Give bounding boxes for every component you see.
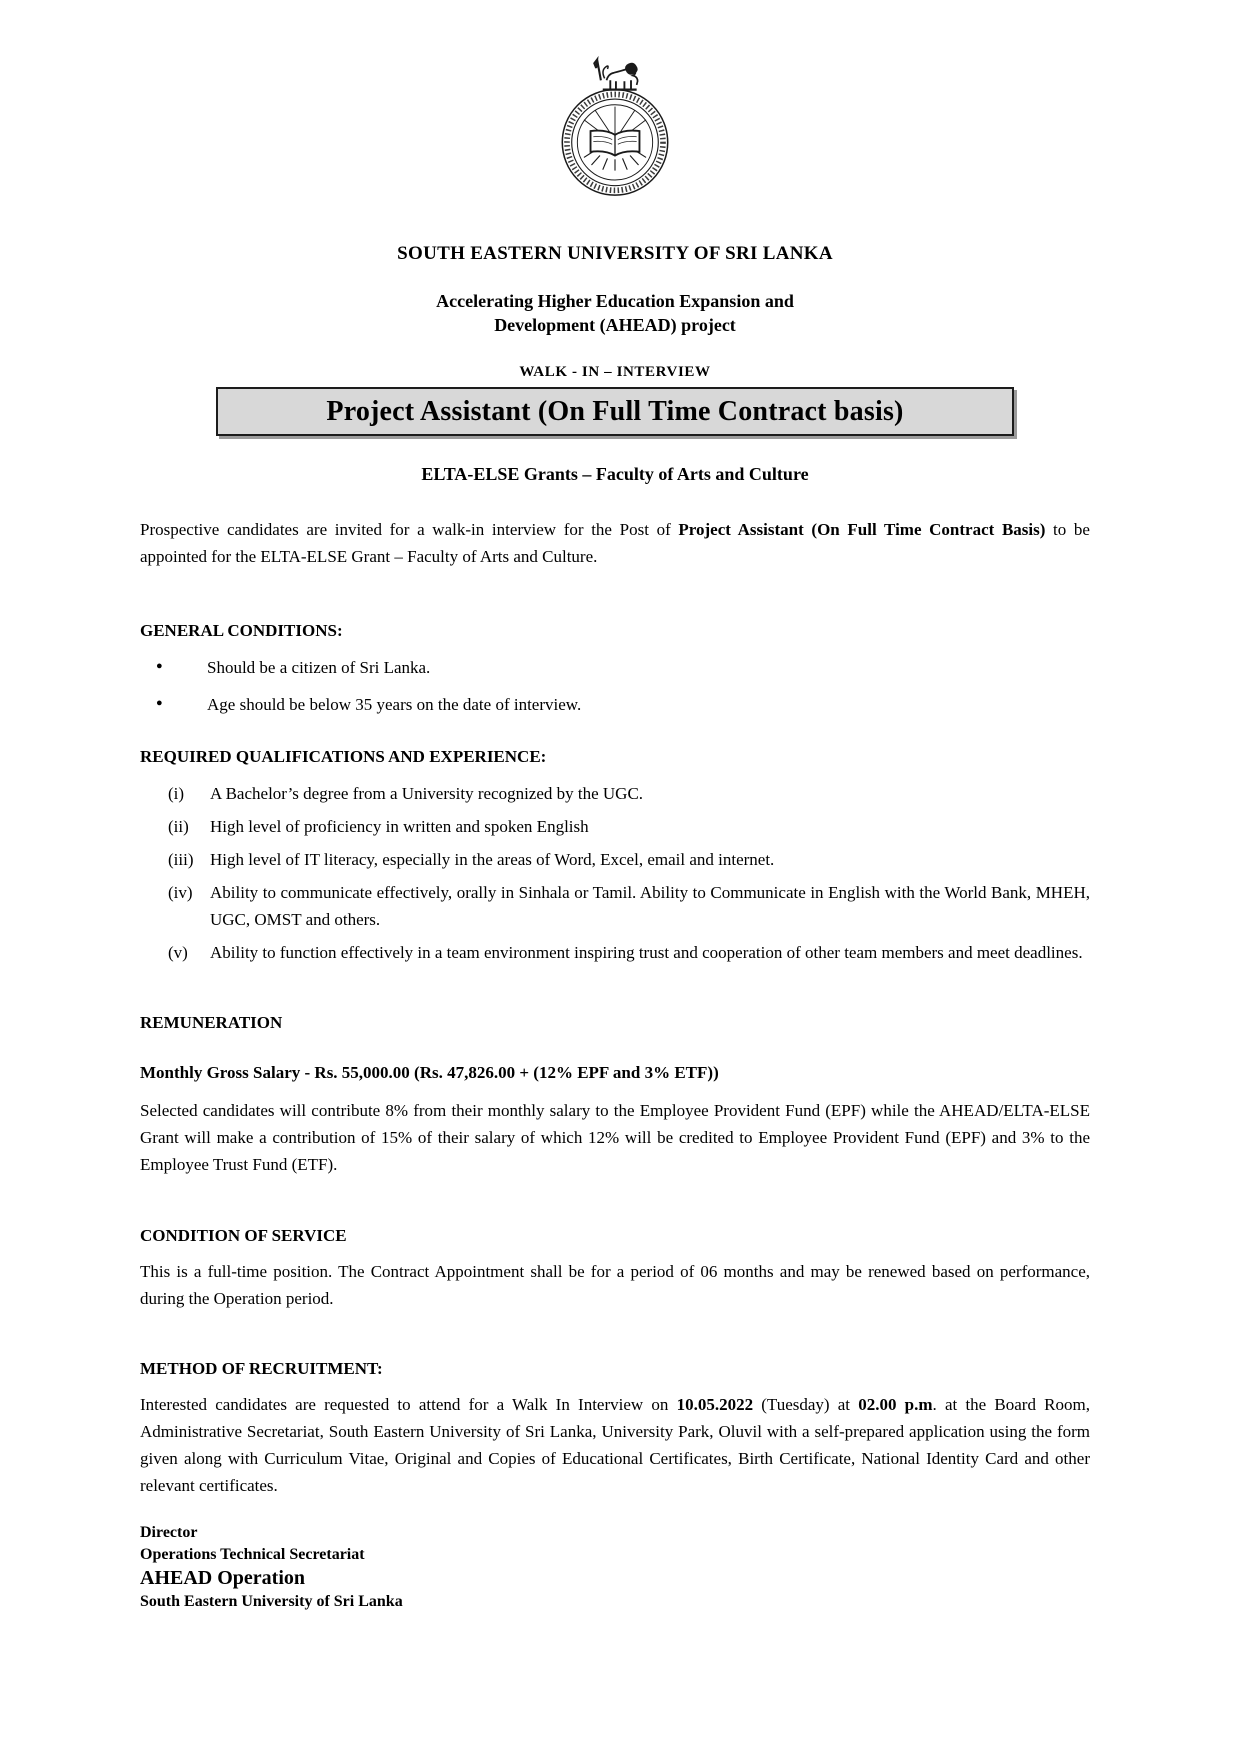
list-item-text: High level of IT literacy, especially in the areas of Word, Excel, email and internet. <box>210 850 775 869</box>
list-item <box>140 654 1090 681</box>
list-item-text: Should be a citizen of Sri Lanka. <box>207 658 431 677</box>
recruitment-text-pre: Interested candidates are requested to attend for a Walk In Interview on <box>140 1395 677 1414</box>
intro-text-pre: Prospective candidates are invited for a walk-in interview for the Post of <box>140 520 679 539</box>
logo-container <box>140 52 1090 202</box>
list-item-number: (i) <box>168 784 185 803</box>
post-title: Project Assistant (On Full Time Contract basis) <box>326 395 904 427</box>
condition-of-service-paragraph: This is a full-time position. The Contract Appointment shall be for a period of 06 months and may be renewed based on performance, during the Operation period. <box>140 1262 1090 1308</box>
signature-block <box>140 1522 1090 1613</box>
remuneration-heading: REMUNERATION <box>140 1013 283 1032</box>
interview-date: 10.05.2022 <box>676 1395 754 1414</box>
open-book-glyph <box>591 131 640 156</box>
recruitment-text-post: . at the Board Room, Administrative Secretariat, South Eastern University of Sri Lanka, University Park, Oluvil with a self-prepared application using the form given along with Curriculum Vitae, Original and Copies of Educational Certificates, Birth Certificate, National Identity Card and other relevant certificates. <box>140 1395 1090 1495</box>
qualifications-list <box>140 780 1090 966</box>
bullet-icon: ● <box>156 660 163 672</box>
walk-in-interview-label: WALK - IN – INTERVIEW <box>519 364 711 380</box>
list-item-text: A Bachelor’s degree from a University recognized by the UGC. <box>210 784 644 803</box>
intro-text-bold: Project Assistant (On Full Time Contract Basis) <box>678 520 1046 539</box>
intro-text-post: to be appointed for the ELTA-ELSE Grant – Faculty of Arts and Culture. <box>140 520 1090 566</box>
list-item-number: (ii) <box>168 817 189 836</box>
recruitment-text-mid: (Tuesday) at <box>753 1395 859 1414</box>
list-item <box>140 939 1090 966</box>
list-item <box>140 813 1090 840</box>
list-item-number: (iii) <box>168 850 194 869</box>
signature-operation: AHEAD Operation <box>140 1567 305 1589</box>
general-conditions-heading: GENERAL CONDITIONS: <box>140 621 343 640</box>
general-conditions-list <box>140 654 1090 718</box>
project-name-line1: Accelerating Higher Education Expansion and <box>436 291 794 311</box>
salary-line: Monthly Gross Salary - Rs. 55,000.00 (Rs. 47,826.00 + (12% EPF and 3% ETF)) <box>140 1063 719 1082</box>
signature-department: Operations Technical Secretariat <box>140 1546 365 1563</box>
method-of-recruitment-paragraph <box>140 1391 1090 1499</box>
list-item-number: (iv) <box>168 883 193 902</box>
remuneration-paragraph: Selected candidates will contribute 8% from their monthly salary to the Employee Provident Fund (EPF) while the AHEAD/ELTA-ELSE Grant will make a contribution of 15% of their salary of which 12% will be credited to Employee Provident Fund (EPF) and 3% to the Employee Trust Fund (ETF). <box>140 1101 1090 1174</box>
signature-role: Director <box>140 1524 198 1541</box>
list-item-number: (v) <box>168 943 188 962</box>
list-item-text: Ability to communicate effectively, orally in Sinhala or Tamil. Ability to Communicate in English with the World Bank, MHEH, UGC, OMST and others. <box>210 883 1090 929</box>
list-item <box>140 879 1090 933</box>
list-item <box>140 780 1090 807</box>
bullet-icon: ● <box>156 697 163 709</box>
qualifications-heading: REQUIRED QUALIFICATIONS AND EXPERIENCE: <box>140 747 547 766</box>
grant-subtitle: ELTA-ELSE Grants – Faculty of Arts and Culture <box>421 464 809 484</box>
list-item <box>140 846 1090 873</box>
interview-time: 02.00 p.m <box>858 1395 933 1414</box>
list-item <box>140 691 1090 718</box>
post-title-box <box>216 387 1014 436</box>
method-of-recruitment-heading: METHOD OF RECRUITMENT: <box>140 1359 383 1378</box>
project-name <box>140 289 1090 337</box>
university-name: SOUTH EASTERN UNIVERSITY OF SRI LANKA <box>397 243 833 264</box>
list-item-text: Ability to function effectively in a team environment inspiring trust and cooperation of other team members and meet deadlines. <box>210 943 1083 962</box>
lion-figure <box>594 60 637 90</box>
signature-university: South Eastern University of Sri Lanka <box>140 1593 403 1610</box>
list-item-text: High level of proficiency in written and spoken English <box>210 817 589 836</box>
university-seal-logo <box>535 52 695 197</box>
list-item-text: Age should be below 35 years on the date of interview. <box>207 695 582 714</box>
project-name-line2: Development (AHEAD) project <box>494 315 736 335</box>
condition-of-service-heading: CONDITION OF SERVICE <box>140 1226 347 1245</box>
intro-paragraph <box>140 516 1090 570</box>
